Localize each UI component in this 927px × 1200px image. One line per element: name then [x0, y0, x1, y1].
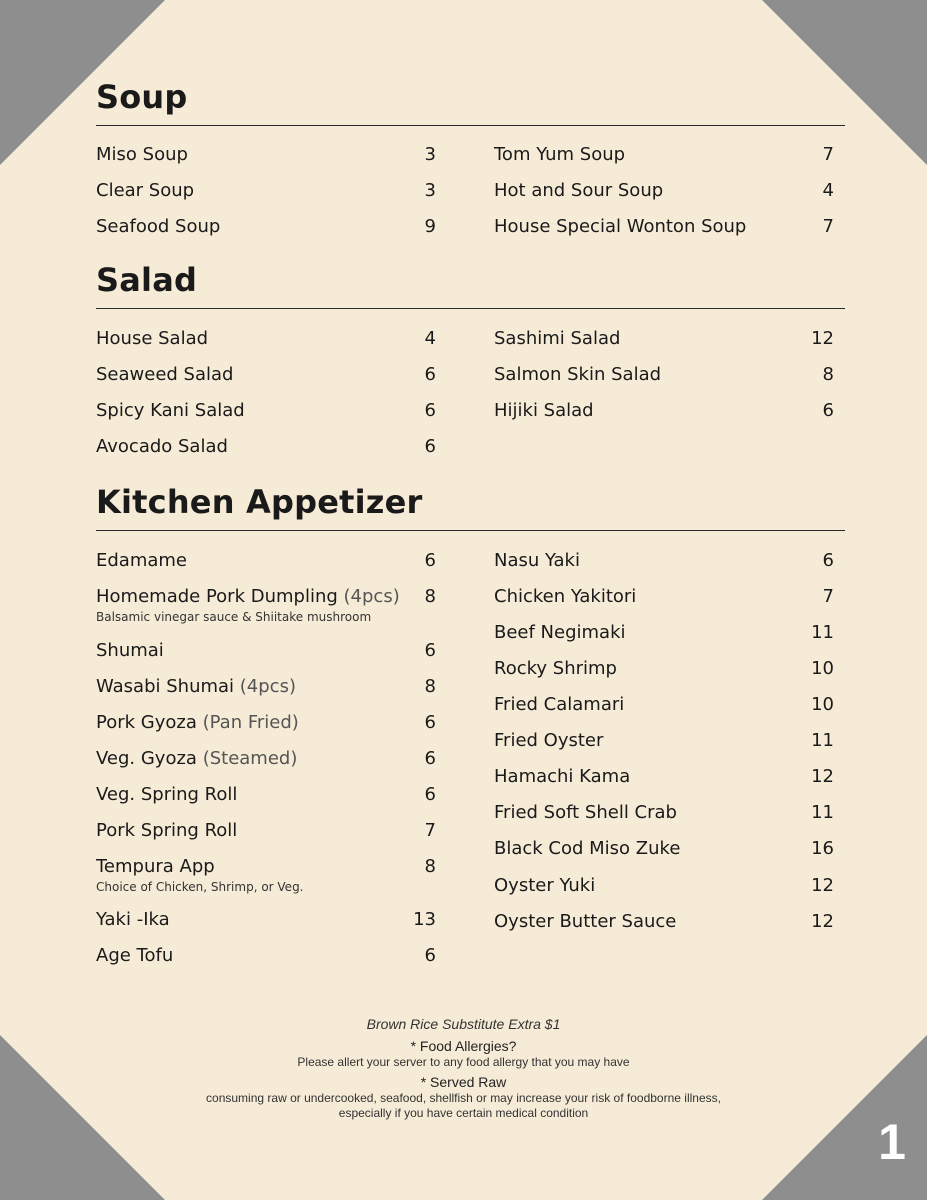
menu-item-price: 11	[811, 730, 834, 751]
menu-item-title: Homemade Pork Dumpling	[96, 586, 338, 607]
menu-item-name: Oyster Yuki	[494, 875, 596, 896]
menu-item-name: Oyster Butter Sauce	[494, 911, 677, 932]
menu-item-price: 6	[424, 364, 436, 385]
menu-item-name: Nasu Yaki	[494, 550, 580, 571]
menu-item-price: 11	[811, 622, 834, 643]
menu-item-price: 7	[822, 216, 834, 237]
menu-item-price: 6	[424, 945, 436, 966]
menu-item-price: 6	[424, 436, 436, 457]
menu-item-price: 3	[424, 144, 436, 165]
menu-item-price: 7	[424, 820, 436, 841]
menu-item-name	[96, 712, 299, 734]
menu-item-price: 6	[424, 400, 436, 421]
menu-item-price: 12	[811, 766, 834, 787]
menu-item-price: 4	[822, 180, 834, 201]
menu-item-price: 10	[811, 658, 834, 679]
menu-item-name: Beef Negimaki	[494, 622, 626, 643]
menu-item-name: Salmon Skin Salad	[494, 364, 662, 385]
menu-item-price: 6	[424, 712, 436, 733]
menu-item-name: Seafood Soup	[96, 216, 221, 237]
menu-item-name: Pork Spring Roll	[96, 820, 238, 841]
menu-item-name: House Salad	[96, 328, 209, 349]
menu-item-price: 7	[822, 144, 834, 165]
menu-item-name: Hamachi Kama	[494, 766, 631, 787]
menu-item-price: 6	[424, 640, 436, 661]
menu-item-name: Tom Yum Soup	[494, 144, 626, 165]
menu-item-description: Choice of Chicken, Shrimp, or Veg.	[96, 880, 304, 894]
section-title-salad: Salad	[96, 261, 198, 299]
menu-item-name: Hot and Sour Soup	[494, 180, 664, 201]
served-raw-heading: * Served Raw	[420, 1074, 507, 1090]
menu-item-name: Veg. Spring Roll	[96, 784, 238, 805]
menu-item-price: 13	[413, 909, 436, 930]
menu-item-name: Yaki -Ika	[96, 909, 170, 930]
menu-item-price: 8	[424, 676, 436, 697]
section-title-kitchen-appetizer: Kitchen Appetizer	[96, 483, 423, 521]
menu-item-name: Avocado Salad	[96, 436, 228, 457]
menu-item-price: 6	[424, 748, 436, 769]
menu-item-price: 4	[424, 328, 436, 349]
menu-item-name	[96, 676, 296, 698]
menu-item-name: Hijiki Salad	[494, 400, 594, 421]
menu-item-price: 6	[822, 400, 834, 421]
menu-item-description: Balsamic vinegar sauce & Shiitake mushroom	[96, 610, 372, 624]
menu-item-name: Fried Oyster	[494, 730, 604, 751]
menu-item-price: 10	[811, 694, 834, 715]
menu-item-name	[96, 748, 297, 770]
menu-item-name: Miso Soup	[96, 144, 188, 165]
menu-item-note: (4pcs)	[343, 586, 400, 607]
menu-item-note: (Steamed)	[202, 748, 298, 769]
menu-item-price: 12	[811, 328, 834, 349]
menu-item-title: Wasabi Shumai	[96, 676, 235, 697]
food-allergy-heading: * Food Allergies?	[410, 1038, 517, 1054]
brown-rice-note: Brown Rice Substitute Extra $1	[366, 1016, 561, 1032]
served-raw-warning-line-2: especially if you have certain medical condition	[338, 1106, 589, 1120]
menu-item-note: (4pcs)	[239, 676, 296, 697]
menu-item-name: Spicy Kani Salad	[96, 400, 245, 421]
menu-item-title: Pork Gyoza	[96, 712, 197, 733]
menu-item-price: 3	[424, 180, 436, 201]
menu-item-name: House Special Wonton Soup	[494, 216, 747, 237]
menu-item-price: 12	[811, 875, 834, 896]
menu-item-price: 8	[424, 856, 436, 877]
menu-item-name: Shumai	[96, 640, 164, 661]
menu-item-price: 9	[424, 216, 436, 237]
menu-item-name: Edamame	[96, 550, 188, 571]
section-divider	[96, 308, 845, 309]
menu-item-name: Chicken Yakitori	[494, 586, 637, 607]
food-allergy-text: Please allert your server to any food allergy that you may have	[297, 1055, 630, 1069]
menu-item-name	[96, 586, 400, 608]
menu-item-price: 8	[822, 364, 834, 385]
page-number: 1	[878, 1114, 906, 1170]
menu-item-name: Black Cod Miso Zuke	[494, 838, 681, 859]
menu-item-name: Fried Calamari	[494, 694, 625, 715]
served-raw-warning-line-1: consuming raw or undercooked, seafood, shellfish or may increase your risk of foodborne illness,	[206, 1091, 721, 1105]
menu-item-price: 8	[424, 586, 436, 607]
menu-item-price: 6	[822, 550, 834, 571]
menu-item-price: 12	[811, 911, 834, 932]
section-divider	[96, 125, 845, 126]
menu-item-name: Tempura App	[96, 856, 215, 877]
menu-item-name: Rocky Shrimp	[494, 658, 617, 679]
menu-item-price: 7	[822, 586, 834, 607]
menu-item-name: Age Tofu	[96, 945, 174, 966]
menu-item-price: 6	[424, 550, 436, 571]
menu-item-price: 16	[811, 838, 834, 859]
section-title-soup: Soup	[96, 78, 188, 116]
menu-item-title: Veg. Gyoza	[96, 748, 197, 769]
menu-item-name: Sashimi Salad	[494, 328, 621, 349]
menu-item-note: (Pan Fried)	[202, 712, 299, 733]
menu-item-price: 6	[424, 784, 436, 805]
section-divider	[96, 530, 845, 531]
menu-item-price: 11	[811, 802, 834, 823]
menu-item-name: Seaweed Salad	[96, 364, 234, 385]
menu-item-name: Fried Soft Shell Crab	[494, 802, 677, 823]
menu-item-name: Clear Soup	[96, 180, 195, 201]
